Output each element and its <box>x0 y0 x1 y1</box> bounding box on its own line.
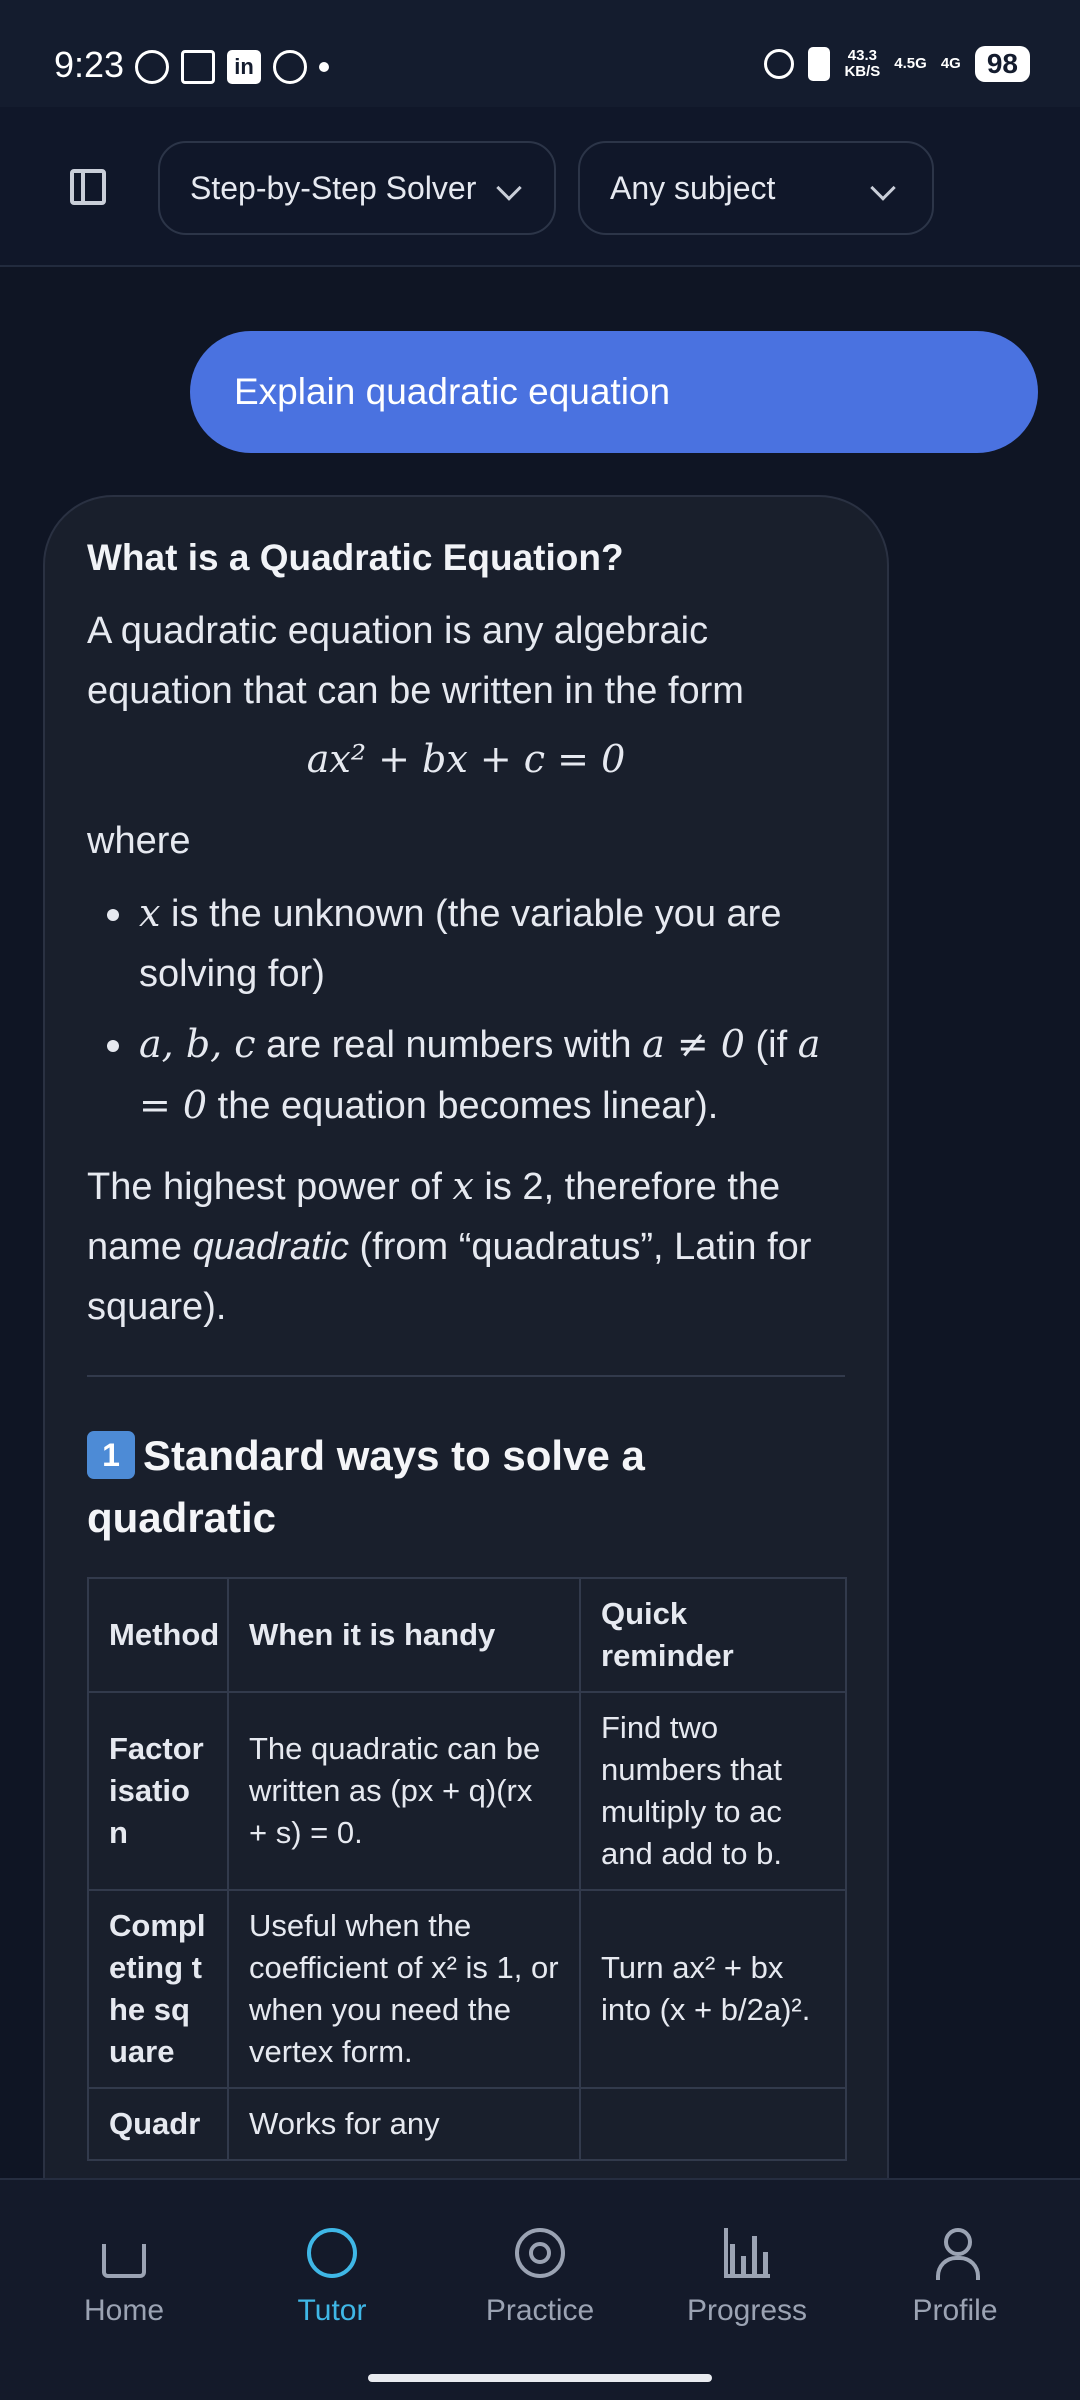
subject-dropdown-label: Any subject <box>610 170 776 206</box>
bar-chart-icon <box>724 2228 770 2278</box>
sidebar-toggle-icon[interactable] <box>70 169 106 205</box>
user-message-bubble: Explain quadratic equation <box>190 331 1038 453</box>
system-indicators <box>764 46 1030 82</box>
nav-practice[interactable] <box>460 2228 620 2328</box>
table-row <box>88 1890 846 2088</box>
math-var: x <box>139 891 161 935</box>
table-header: When it is handy <box>228 1578 580 1692</box>
nav-label: Practice <box>485 2294 595 2327</box>
emphasis: quadratic <box>192 1226 349 1268</box>
battery-indicator: 98 <box>975 46 1030 82</box>
bottom-navigation <box>0 2178 1080 2400</box>
methods-table <box>87 1577 847 2161</box>
network-speed-unit: KB/S <box>844 63 881 80</box>
table-row <box>88 1692 846 1890</box>
table-cell: Quadr <box>88 2088 228 2160</box>
definition-list <box>87 883 845 1136</box>
network-speed <box>844 48 880 80</box>
text: (from “quadratus”, Latin for square). <box>87 1226 812 1328</box>
table-cell <box>580 2088 846 2160</box>
table-cell: Factorisation <box>88 1692 228 1890</box>
chevron-down-icon <box>870 175 895 200</box>
nav-label: Home <box>83 2294 165 2327</box>
text: The highest power of <box>87 1166 453 1208</box>
list-item-text: the equation becomes linear). <box>207 1085 719 1127</box>
nav-home[interactable] <box>44 2228 204 2328</box>
table-header: Method <box>88 1578 228 1692</box>
section-heading <box>87 1425 845 1549</box>
gesture-bar[interactable] <box>368 2374 712 2382</box>
linkedin-icon: in <box>227 50 261 84</box>
table-header: Quick reminder <box>580 1578 846 1692</box>
table-cell: Works for any <box>228 2088 580 2160</box>
nav-label: Profile <box>912 2294 998 2327</box>
table-cell: Find two numbers that multiply to ac and add to b. <box>580 1692 846 1890</box>
math-inline: a = 0 <box>139 1022 821 1127</box>
table-cell: Turn ax² + bx into (x + b/2a)². <box>580 1890 846 2088</box>
whatsapp-icon <box>135 50 169 84</box>
keycap-number-icon: 1 <box>87 1431 135 1479</box>
whatsapp-business-icon <box>273 50 307 84</box>
table-header-row <box>88 1578 846 1692</box>
table-cell: Completing the square <box>88 1890 228 2088</box>
nav-progress[interactable] <box>667 2228 827 2328</box>
nav-label: Tutor <box>297 2294 367 2327</box>
top-app-bar <box>0 107 1080 267</box>
math-vars: a, b, c <box>139 1022 256 1066</box>
math-inline: a ≠ 0 <box>642 1022 745 1066</box>
signal-4-5g: 4.5G <box>894 55 927 72</box>
list-item-text: (if <box>744 1024 798 1066</box>
signal-4g: 4G <box>940 55 961 72</box>
math-var: x <box>452 1164 474 1208</box>
mode-dropdown[interactable] <box>158 141 556 235</box>
divider <box>87 1375 845 1377</box>
network-speed-value: 43.3 <box>847 47 877 64</box>
nav-tutor[interactable] <box>252 2228 412 2328</box>
list-item <box>87 883 845 1004</box>
table-cell: The quadratic can be written as (px + q)(rx + s) = 0. <box>228 1692 580 1890</box>
notification-icons <box>135 50 329 84</box>
section-title: Standard ways to solve a quadratic <box>87 1432 645 1541</box>
list-item <box>87 1014 845 1136</box>
quadratic-formula: ax² + bx + c = 0 <box>306 737 626 781</box>
person-icon <box>930 2228 980 2278</box>
status-bar <box>0 0 1080 107</box>
hands-icon <box>181 50 215 84</box>
where-text: where <box>87 820 191 862</box>
table-cell: Useful when the coefficient of x² is 1, or when you need the vertex form. <box>228 1890 580 2088</box>
text: is 2, therefore the name <box>87 1166 781 1268</box>
highest-power-paragraph <box>87 1156 845 1337</box>
alarm-icon <box>764 49 794 79</box>
assistant-answer-card <box>43 495 889 2295</box>
chevron-down-icon <box>496 175 521 200</box>
list-item-text: are real numbers with <box>255 1024 643 1066</box>
chat-bubble-icon <box>307 2228 357 2278</box>
clock: 9:23 <box>54 44 125 85</box>
mode-dropdown-label: Step-by-Step Solver <box>190 170 477 206</box>
home-icon <box>102 2244 146 2278</box>
subject-dropdown[interactable] <box>578 141 934 235</box>
more-notifications-dot-icon <box>319 62 329 72</box>
nav-profile[interactable] <box>875 2228 1035 2328</box>
answer-heading: What is a Quadratic Equation? <box>87 537 624 578</box>
vibrate-icon <box>808 47 830 81</box>
intro-paragraph: A quadratic equation is any algebraic equation that can be written in the form <box>87 610 744 712</box>
nav-label: Progress <box>686 2294 808 2327</box>
target-icon <box>515 2228 565 2278</box>
table-row <box>88 2088 846 2160</box>
list-item-text: is the unknown (the variable you are solving for) <box>139 893 782 995</box>
